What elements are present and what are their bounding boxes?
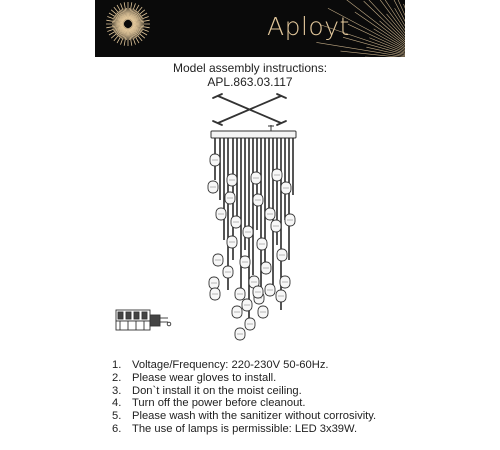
instruction-number: 1.: [112, 359, 122, 371]
instruction-text: The use of lamps is permissible: LED 3x39W.: [132, 422, 358, 435]
instruction-item: [112, 385, 376, 398]
instruction-text: Turn off the power before cleanout.: [132, 397, 306, 410]
instruction-text: Don`t install it on the moist ceiling.: [132, 384, 302, 397]
instruction-number: 4.: [112, 397, 122, 410]
instruction-item: [112, 423, 376, 436]
mounting-bracket: [213, 94, 286, 125]
instruction-item: [112, 410, 376, 423]
pendant-shades: [208, 154, 295, 340]
terminal-block-icon: [116, 310, 171, 330]
instruction-text: Voltage/Frequency: 220-230V 50-60Hz.: [132, 359, 329, 371]
instruction-item: [112, 372, 376, 385]
instruction-list: [112, 359, 376, 436]
instruction-item: [112, 359, 376, 372]
model-code: APL.863.03.117: [207, 75, 293, 89]
instruction-number: 5.: [112, 410, 122, 423]
document-title: Model assembly instructions:: [172, 61, 328, 75]
instruction-number: 3.: [112, 384, 122, 397]
instruction-text: Please wear gloves to install.: [132, 371, 277, 384]
instruction-number: 2.: [112, 371, 122, 384]
mounting-screw: [268, 125, 274, 131]
brand-name: Aployt: [267, 12, 350, 41]
canopy: [211, 131, 296, 138]
instruction-text: Please wash with the sanitizer without corrosivity.: [132, 410, 377, 423]
instruction-item: [112, 397, 376, 410]
instruction-number: 6.: [112, 422, 122, 435]
